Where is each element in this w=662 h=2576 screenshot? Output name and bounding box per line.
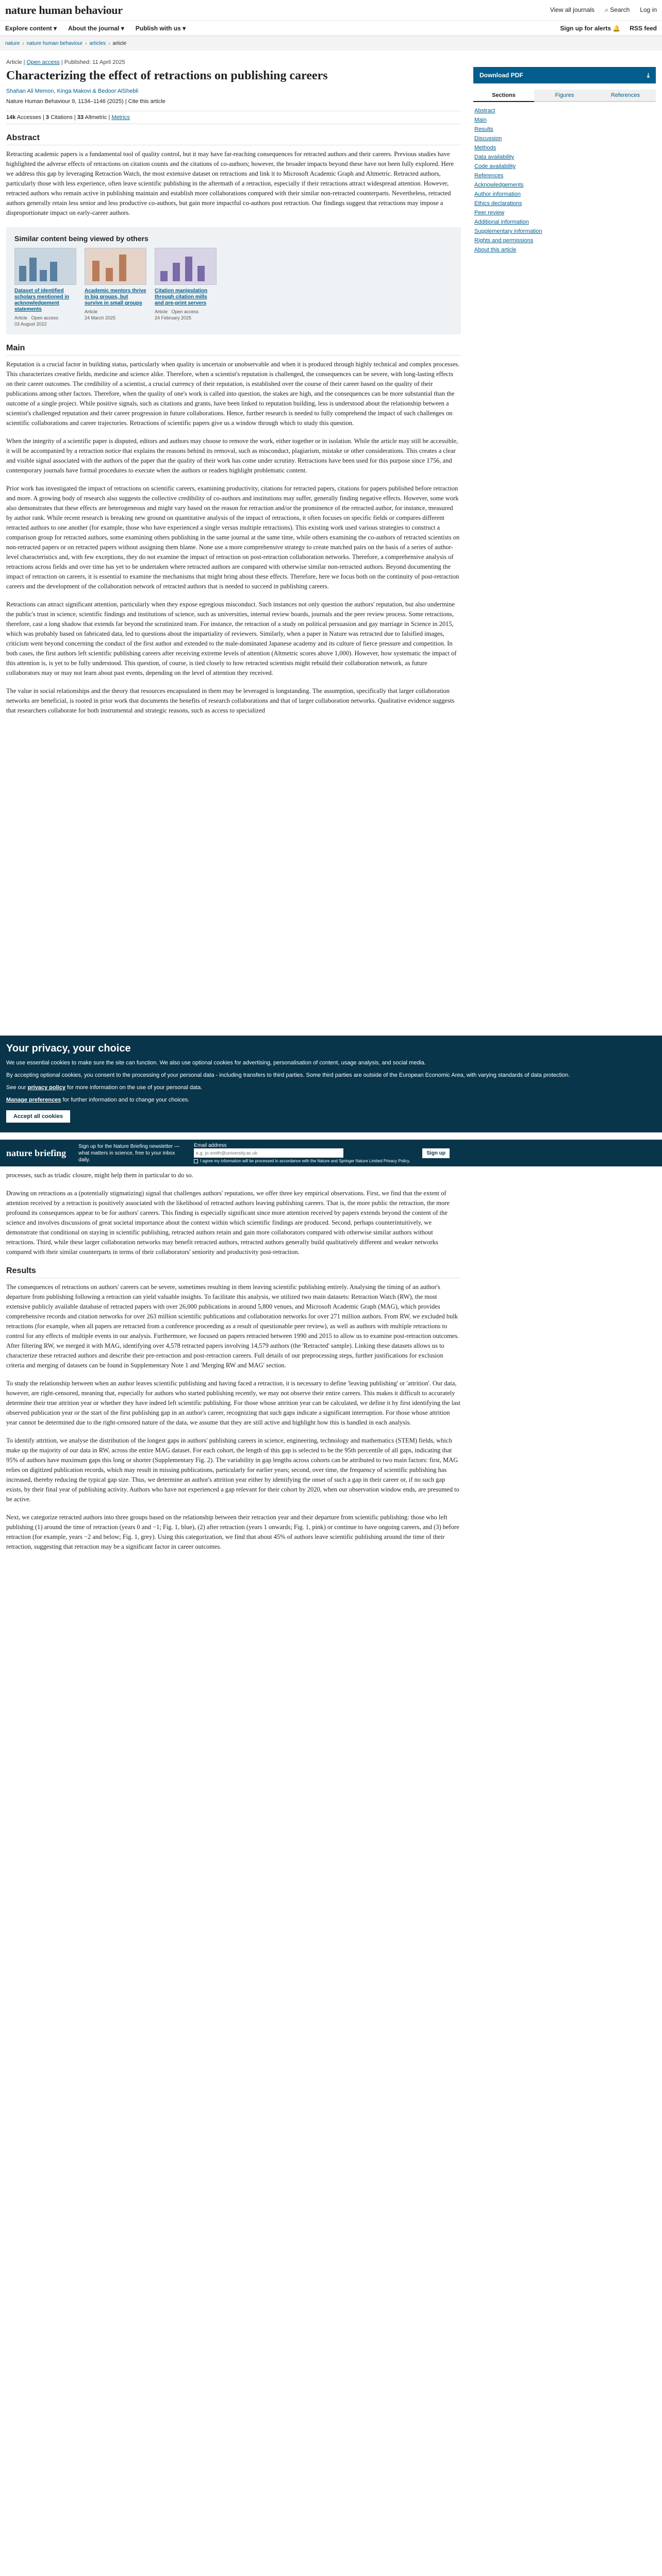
login-link[interactable]: Log in xyxy=(640,6,657,13)
similar-card-meta xyxy=(85,309,146,321)
thumbnail-graphic xyxy=(29,258,37,281)
email-label: Email address xyxy=(194,1143,227,1148)
tab-sections[interactable]: Sections xyxy=(473,90,534,102)
tab-references[interactable]: References xyxy=(595,90,656,101)
main-paragraph: Retractions can attract significant attention, particularly when they expose egregious misconduct. Such instances not only question the authors' reputation, but also undermine the public's trust in science, scientific findings and institutions of science, such as universities, internal review boards, journals and the peer review process. Some retractions, therefore, cast a long shadow that extends far beyond the scrutinized team. For instance, the retraction of a study on political persuasion and gay marriage in Science in 2015, which was probably based on fabricated data, led to questions about the impartiality of reviewers. Similarly, when a paper in Nature was retracted due to falsified images, criticism went beyond concerning the conduct of the first author and extended to the male-dominated Japanese academy and its culture of fierce pressure and competition. In both cases, the first authors left scientific publishing careers after receiving extreme levels of attention (Altmetric scores above 1,000). However, how systematic the impact of this attention is, is yet to be fully understood. This question, of course, is tied closely to how retracted scientists might rebuild their collaboration network, as future collaborators may or may not learn about past events, depending on the level of attention they received. xyxy=(6,601,457,676)
toc-additional-information[interactable]: Additional information xyxy=(474,219,529,225)
card-type: Article xyxy=(85,309,98,314)
table-of-contents xyxy=(473,106,656,255)
email-input[interactable] xyxy=(194,1148,343,1158)
main-nav xyxy=(0,21,662,36)
similar-card-title[interactable]: Dataset of identified scholars mentioned in acknowledgement statements xyxy=(14,288,70,312)
briefing-logo: nature briefing xyxy=(6,1147,67,1158)
similar-card-title[interactable]: Citation manipulation through citation mills and pre-print servers xyxy=(155,288,208,306)
similar-card-thumbnail xyxy=(85,248,146,285)
email-form xyxy=(194,1143,410,1163)
altmetric-label: Altmetric xyxy=(85,114,107,121)
citations-label: Citations xyxy=(51,114,73,121)
sign-up-alerts-link[interactable]: Sign up for alerts 🔔 xyxy=(560,24,621,32)
download-icon: ⤓ xyxy=(647,71,650,79)
briefing-text: Sign up for the Nature Briefing newsletter — what matters in science, free to your inbox daily. xyxy=(78,1143,179,1163)
cookie-text-part: See our xyxy=(6,1084,26,1091)
privacy-policy-link[interactable]: privacy policy xyxy=(27,1084,65,1091)
breadcrumb-current: article xyxy=(112,40,127,46)
toc-ethics-declarations[interactable]: Ethics declarations xyxy=(474,200,522,207)
nav-right xyxy=(560,25,657,32)
cookie-text-part: for more information on the use of your personal data. xyxy=(67,1084,203,1091)
breadcrumb-separator-icon: › xyxy=(22,40,24,46)
card-oa: Open access xyxy=(171,309,199,314)
sign-up-button[interactable]: Sign up xyxy=(422,1148,450,1158)
thumbnail-graphic xyxy=(50,262,57,281)
tab-figures[interactable]: Figures xyxy=(534,90,595,101)
breadcrumb-separator-icon: › xyxy=(85,40,87,46)
thumbnail-graphic xyxy=(106,268,113,281)
consent-row xyxy=(194,1159,410,1163)
similar-cards xyxy=(14,248,453,327)
article-sidebar xyxy=(473,67,656,255)
altmetric-count: 33 xyxy=(77,114,84,121)
thumbnail-graphic xyxy=(119,255,126,281)
cookie-text xyxy=(6,1083,656,1092)
main-paragraph: When the integrity of a scientific paper is disputed, editors and authors may choose to remove the work, either together or in isolation. While the article may still be accessible, it will be accompanied by a retraction notice that explains the reasons behind its removal, such as misconduct, plagiarism, mistake or other considerations. This creates a clear and visible signal associated with the authors of the paper that the quality of their work has come under scrutiny. Retractions have been used for this purpose since 1756, and contemporary journals have formal procedures to execute when the authors or readers highlight problematic content. xyxy=(6,437,458,474)
top-links xyxy=(550,6,657,14)
sidebar-tabs xyxy=(473,90,656,102)
metrics-link[interactable]: Metrics xyxy=(111,114,130,121)
similar-card-meta xyxy=(155,309,217,321)
similar-content-panel xyxy=(6,227,461,334)
similar-card[interactable] xyxy=(14,248,76,327)
view-all-journals-link[interactable]: View all journals xyxy=(550,6,595,13)
breadcrumb xyxy=(0,36,662,50)
toc-main[interactable]: Main xyxy=(474,117,487,123)
results-paragraph: To identify attrition, we analyse the distribution of the longest gaps in authors' publishing careers in science, engineering, technology and mathematics (STEM) fields, which make up the majority of our data in RW, across the entire MAG dataset. For each cohort, the length of this gap is selected to be the 95th percentile of all gaps, indicating that 95% of authors have maximum gaps this long or shorter (Supplementary Fig. 2). The variability in gap lengths across cohorts can be attributed to two main factors: first, MAG relies on digitized publication records, which may result in missing publications, particularly for earlier years; second, over time, the frequency of scientific publishing has increased, thereby reducing the typical gap size. Thus, we determine an author's attrition year either by identifying the onset of such a gap in their career or, if no such gap exists, by their final year of publishing activity. Authors who have not experienced a gap relevant for their cohort by 2020, when our observation window ends, are presumed to be active. xyxy=(6,1437,459,1503)
toc-about-article[interactable]: About this article xyxy=(474,247,517,253)
card-date: 24 February 2025 xyxy=(155,315,192,320)
article-main xyxy=(6,59,461,724)
abstract-text: Retracting academic papers is a fundamental tool of quality control, but it may have far-reaching consequences for retracted authors and their careers. Previous studies have highlighted the adverse effects of retractions on citation counts and the citations of co-authors; however, the broader impacts beyond these have not been fully explored. Here we address this gap by leveraging Retraction Watch, the most extensive dataset on retractions and link it to Microsoft Academic Graph and Altmetric. Retracted authors, particularly those with less experience, often leave scientific publishing in the aftermath of a retraction, especially if their retractions attract widespread attention. However, retracted authors who remain active in publishing maintain and establish more collaborations compared with their similar non-retracted counterparts. Nevertheless, retracted authors generally retain less senior and less productive co-authors, but gain more impactful co-authors post retraction. Our findings suggest that retractions may impose a disproportionate impact on early-career authors. xyxy=(6,150,454,216)
card-oa: Open access xyxy=(31,315,59,320)
breadcrumb-separator-icon: › xyxy=(108,40,110,46)
similar-card-thumbnail xyxy=(155,248,217,285)
main-paragraph: Drawing on retractions as a (potentially stigmatizing) signal that challenges authors' reputations, we offer three key empirical observations. First, we find that the extent of attention received by a retraction is positively associated with the likelihood of retracted authors leaving publishing careers. That is, the more public the retraction, the more profound its consequences appear to be for authors' careers. This finding is especially significant since more attention received by papers extends beyond the content of the science and involves discussions of great societal importance about the context within which scientific findings are produced. Second, perhaps counterintuitively, we demonstrate that conditional on staying in scientific publishing, retracted authors retain and gain more collaborators compared with otherwise similar authors without retractions. Third, while these larger collaboration networks may benefit retracted authors, retracted authors generally build qualitatively different and weaker networks compared with their similar counterparts in terms of their collaborators' seniority and productivity post-retraction. xyxy=(6,1190,450,1256)
consent-checkbox[interactable] xyxy=(194,1159,198,1163)
results-paragraph: The consequences of retractions on authors' careers can be severe, sometimes resulting in them leaving scientific publishing entirely. Analysing the timing of an author's departure from publishing following a retraction can yield valuable insights. To facilitate this analysis, we utilized two main datasets: Retraction Watch (RW), the most extensive publicly available database of retracted papers with over 26,000 publications in around 5,800 venues, and Microsoft Academic Graph (MAG), which provides comprehensive records and citation networks for over 263 million scientific publications and collaboration networks for over 271 million authors. From RW, we excluded bulk retractions (for example, when all papers are retracted from a conference proceeding as a result of questionable peer review), as well as authors with multiple retractions to control for any effects of multiple events in our analysis. Furthermore, we focused on papers retracted between 1990 and 2015 to allow us to examine post-retraction outcomes. After filtering RW, we merged it with MAG, identifying over 4,578 retracted papers involving 14,579 authors (the 'Retracted' sample). Linking these datasets allows us to characterize these retracted authors and describe their pre-retraction and post-retraction careers. Full details of our preprocessing steps, further justifications for exclusion criteria and merging of datasets can be found in Supplementary Note 1 and 'Merging RW and MAG' section. xyxy=(6,1283,459,1369)
thumbnail-graphic xyxy=(197,266,205,281)
toc-acknowledgements[interactable]: Acknowledgements xyxy=(474,182,524,188)
article-type: Article xyxy=(6,59,22,65)
search-icon: ⌕ xyxy=(605,6,608,13)
abstract-heading: Abstract xyxy=(6,133,461,145)
thumbnail-graphic xyxy=(19,266,26,281)
toc-abstract[interactable]: Abstract xyxy=(474,108,495,114)
search-label: Search xyxy=(610,6,630,13)
cookie-text-part: for further information and to change your choices. xyxy=(62,1097,190,1103)
download-pdf-label: Download PDF xyxy=(479,72,523,79)
rss-feed-link[interactable]: RSS feed xyxy=(630,24,657,32)
toc-discussion[interactable]: Discussion xyxy=(474,135,502,142)
cookie-text: We use essential cookies to make sure the site can function. We also use optional cookies for advertising, personalisation of content, usage analysis, and social media. xyxy=(6,1060,426,1066)
cookie-text: By accepting optional cookies, you consent to the processing of your personal data - including transfers to third parties. Some third parties are outside of the European Economic Area, with varying standards of data protection. xyxy=(6,1072,570,1078)
accesses-count: 14k xyxy=(6,114,16,121)
breadcrumb-item[interactable]: articles xyxy=(89,40,106,46)
nav-publish-with-us[interactable]: Publish with us ▾ xyxy=(135,24,186,32)
toc-code-availability[interactable]: Code availability xyxy=(474,163,516,170)
toc-author-information[interactable]: Author information xyxy=(474,191,521,197)
top-bar xyxy=(0,0,662,21)
briefing-signup-bar xyxy=(0,1140,662,1166)
results-heading: Results xyxy=(6,1266,461,1278)
card-type: Article xyxy=(14,315,28,320)
main-paragraph: The value in social relationships and the theory that resources encapsulated in them may be leveraged is longstanding. The assumption, specifically that larger collaboration networks are beneficial, is rooted in prior work that documents the benefits of research collaborations and that of larger collaboration networks. Qualitative evidence suggests that researchers collaborate for both instrumental and strategic reasons, such as access to specialized xyxy=(6,687,455,714)
brand-logo[interactable]: nature human behaviour xyxy=(5,3,123,16)
article-metrics: 14k Accesses | 3 Citations | 33 Altmetric | Metrics xyxy=(6,111,461,124)
article-meta: Article | Open access | Published: 11 April 2025 xyxy=(6,59,125,65)
results-paragraph: To study the relationship between when an author leaves scientific publishing and having faced a retraction, it is necessary to define 'leaving publishing' or 'attrition'. Our data, however, are right-censored, meaning that, especially for authors who started publishing recently, we may not observe their entire careers. This makes it difficult to accurately determine their true attrition year or whether they have indeed left scientific publishing. For those whose attrition year can be calculated, we define it by first identifying the last observed publication year or the start of the first publishing gap in an author's career, recognizing that such gaps indicate a significant interruption. For those whose attrition year cannot be determined due to the right-censored nature of the data, we assume that they are still active and highlight how this is handled in each analysis. xyxy=(6,1380,460,1426)
cookie-banner xyxy=(0,1036,662,1132)
consent-text: I agree my information will be processed in accordance with the Nature and Springer Nature Limited Privacy Policy. xyxy=(200,1159,410,1163)
breadcrumb-item[interactable]: nature xyxy=(5,40,20,46)
search-link[interactable] xyxy=(605,6,630,14)
cookie-heading: Your privacy, your choice xyxy=(6,1043,131,1054)
download-pdf-button[interactable] xyxy=(473,67,656,83)
similar-card-title[interactable]: Academic mentors thrive in big groups, but survive in small groups xyxy=(85,288,146,306)
similar-card[interactable] xyxy=(85,248,146,327)
similar-card-meta xyxy=(14,315,76,327)
open-access-link[interactable]: Open access xyxy=(26,59,60,65)
article-lower xyxy=(6,1171,461,1560)
published-date: Published: 11 April 2025 xyxy=(64,59,125,65)
toc-peer-review[interactable]: Peer review xyxy=(474,210,505,216)
similar-card[interactable] xyxy=(155,248,217,327)
author-list[interactable]: Shahan Ali Memon, Kinga Makovi & Bedoor AlShebli xyxy=(6,88,139,94)
similar-content-heading: Similar content being viewed by others xyxy=(14,234,148,243)
toc-methods[interactable]: Methods xyxy=(474,145,496,151)
toc-results[interactable]: Results xyxy=(474,126,493,132)
thumbnail-graphic xyxy=(173,263,180,281)
main-paragraph: Reputation is a crucial factor in building status, particularly when quality is uncertain or unobservable and when it is produced through highly technical and complex processes. This characterizes creative fields, medicine and science alike. Therefore, when a scientist's reputation is challenged, the consequences can be severe, with long-lasting effects on their career outcomes. The credibility of a scientist, a crucial currency of their reputation, is established over the course of their career based on the quality of their publications among other factors. Therefore, when the quality of one's work is called into question, the stakes are high, and the consequences can be more substantial than the outcome of a single project. While positive signals, such as citations and grants, have been linked to reputation building, less is understood about the relationship between a scientist's challenged reputation and their career progression in future collaborations. Hence, further research is needed to fully comprehend the impact of such challenges on scientific collaborations and career trajectories. Retractions of scientific papers give us a window through which to study this question. xyxy=(6,361,460,427)
thumbnail-graphic xyxy=(92,261,100,281)
card-date: 03 August 2022 xyxy=(14,321,47,327)
article-title: Characterizing the effect of retractions on publishing careers xyxy=(6,69,328,82)
thumbnail-graphic xyxy=(185,257,192,281)
thumbnail-graphic xyxy=(40,270,47,281)
toc-supplementary-information[interactable]: Supplementary information xyxy=(474,228,542,234)
toc-rights-permissions[interactable]: Rights and permissions xyxy=(474,238,534,244)
toc-references[interactable]: References xyxy=(474,173,504,179)
card-date: 24 March 2025 xyxy=(85,315,116,320)
results-paragraph: Next, we categorize retracted authors into three groups based on the relationship between their retraction year and their departure from scientific publishing: those who left publishing (1) around the time of retraction (years 0 and −1; Fig. 1, blue), (2) after retraction (years 1 onwards; Fig. 1, pink) or continue to have ongoing careers, and (3) before retraction (for example, years −2 and below; Fig. 1, grey). Using this categorization, we find that about 45% of authors leave scientific publishing around the time of their retraction, suggesting that retraction may be a significant factor in career outcomes. xyxy=(6,1514,459,1550)
card-type: Article xyxy=(155,309,168,314)
similar-card-thumbnail xyxy=(14,248,76,285)
breadcrumb-item[interactable]: nature human behaviour xyxy=(26,40,83,46)
nav-explore-content[interactable]: Explore content ▾ xyxy=(5,24,57,32)
main-heading: Main xyxy=(6,344,461,355)
toc-data-availability[interactable]: Data availability xyxy=(474,154,515,160)
accept-cookies-button[interactable]: Accept all cookies xyxy=(6,1110,70,1123)
cookie-text xyxy=(6,1096,656,1104)
citations-count: 3 xyxy=(45,114,49,121)
accesses-label: Accesses xyxy=(16,114,41,121)
main-paragraph: Prior work has investigated the impact of retractions on scientific careers, examining productivity, citations for retracted papers, citations for papers published before retraction and more. A growing body of research also suggests the collective credibility of co-authors and institutions may suffer, generally finding negative effects. However, some work also demonstrates that these effects are heterogeneous and might vary based on the reason for retraction and/or the prominence of the retracted author, for instance, measured by author rank. While recent research is breaking new ground on quantitative analysis of the impact of retractions, it often focuses on specific fields or compares different retracted authors to one another (for example, those who have experienced a single versus multiple retractions). This existing work used various strategies to construct a comparison group for retracted authors, some examining others publishing in the same journal at the same time, while others examining the co-authors of retracted scientists on non-retracted papers or on retracted papers without assigning them blame. None use a more comprehensive strategy to create matched pairs on the basis of a series of author-level characteristics and, with few exceptions, they do not examine the impact of retraction on post-retraction collaboration networks. Therefore, a comprehensive analysis of retractions across fields and over time has yet to be undertaken where retracted authors are compared with otherwise similar non-retracted authors. Beyond documenting the impact of retraction on careers, it is essential to examine the mechanisms that might bring about these effects. Therefore, here we focus both on the continuity of post-retraction careers and the development of the collaboration network of retracted authors that is needed to succeed in publishing careers. xyxy=(6,485,460,590)
manage-preferences-link[interactable]: Manage preferences xyxy=(6,1097,61,1103)
journal-citation: Nature Human Behaviour 9, 1134–1146 (2025) | Cite this article xyxy=(6,98,166,105)
main-paragraph: processes, such as triadic closure, might help them in particular to do so. xyxy=(6,1172,193,1179)
thumbnail-graphic xyxy=(160,271,168,281)
nav-about-journal[interactable]: About the journal ▾ xyxy=(68,24,124,32)
